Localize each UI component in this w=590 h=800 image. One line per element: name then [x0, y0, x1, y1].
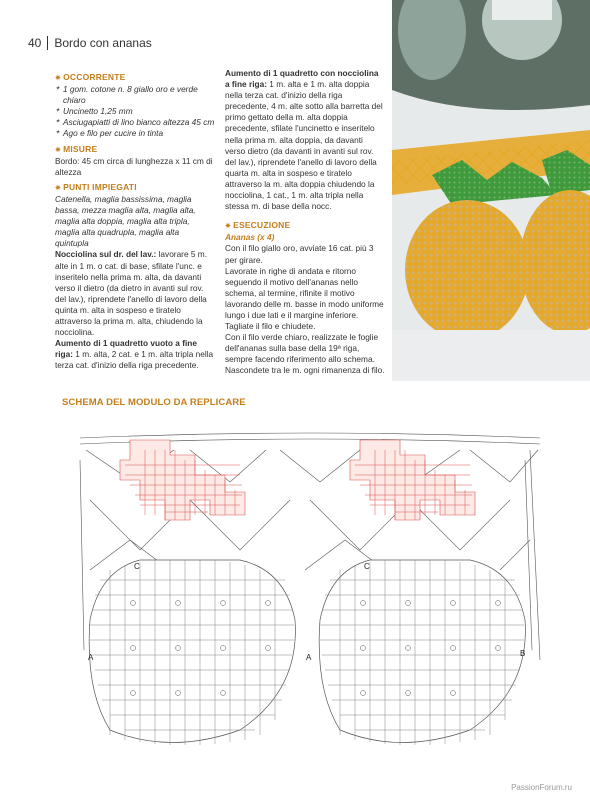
footer-watermark: PassionForum.ru [511, 783, 572, 792]
list-item: ✦ 1 gom. cotone n. 8 giallo oro e verde chiaro [55, 84, 215, 106]
label-a-left: A [88, 653, 94, 662]
page-title: Bordo con ananas [54, 36, 152, 50]
nocciolina-text: lavorare 5 m. alte in 1 m. o cat. di base, sfilate l'unc. e inseritelo nella prima m. alta, da davanti verso il dietro (da dietro in avanti sul rov. del lav.), riprendete l'anello di lavoro della quinta m. alta in sospeso e tiratelo attraverso la prima m. alta, chiudendo la nocciolina. [55, 249, 208, 338]
aumento-nocciolina-title: Aumento di 1 quadretto con nocciolina a fine riga: [225, 68, 379, 90]
label-a-right: A [306, 653, 312, 662]
product-photo [392, 0, 590, 381]
occorrente-list [55, 84, 215, 139]
label-c-right: C [364, 562, 370, 571]
list-item: ✦ Uncinetto 1,25 mm [55, 106, 215, 117]
nocciolina-title: Nocciolina sul dr. del lav.: [55, 249, 157, 260]
leaf-motif-right [350, 440, 475, 520]
crochet-schema-diagram [70, 420, 550, 760]
label-c-left: C [134, 562, 140, 571]
label-b: B [520, 649, 526, 658]
punti-heading: ✷ PUNTI IMPIEGATI [55, 181, 137, 192]
nocciolina-paragraph [55, 249, 215, 338]
punti-text: Catenella, maglia bassissima, maglia bassa, mezza maglia alta, maglia alta, maglia alta doppia, maglia alta tripla, maglia alta quadrupla, maglia alta quintupla [55, 193, 196, 249]
list-item: ✦ Ago e filo per cucire in tinta [55, 128, 215, 139]
esecuzione-subheading: Ananas (x 4) [225, 232, 275, 243]
middle-column [225, 68, 385, 377]
page-number: 40 [28, 36, 48, 50]
page-header [28, 36, 152, 50]
pineapple-border-photo [392, 0, 590, 381]
leaf-motif-left [120, 440, 245, 520]
left-column [55, 68, 215, 371]
aumento-vuoto-title: Aumento di 1 quadretto vuoto a fine riga: [55, 338, 197, 360]
schema-title: SCHEMA DEL MODULO DA REPLICARE [62, 397, 246, 408]
esecuzione-heading: ✷ ESECUZIONE [225, 220, 291, 231]
esecuzione-paragraph: Con il filo giallo oro, avviate 16 cat. più 3 per girare. [225, 243, 374, 265]
misure-text: Bordo: 45 cm circa di lunghezza x 11 cm di altezza [55, 155, 213, 177]
aumento-nocciolina-paragraph [225, 68, 385, 212]
crochet-chart-svg [70, 420, 550, 760]
aumento-nocciolina-text: 1 m. alta e 1 m. alta doppia nella terza cat. d'inizio della riga precedente, 4 m. alte sotto alla barretta del primo gettato della m. alta doppia precedente, sfilate l'uncinetto e inseritelo nella prima m. alta doppia, da davanti verso dietro (da davanti in avanti sul rov. del lav.), riprendete l'anello di lavoro della quarta m. alta in sospeso e tiratelo attraverso la m. alta doppia chiudendo la nocciolina, 1 cat., 1 m. alta tripla nella stessa m. di base della nocc. [225, 79, 383, 212]
aumento-vuoto-text: 1 m. alta, 2 cat. e 1 m. alta tripla nella terza cat. d'inizio della riga precedente. [55, 349, 214, 371]
esecuzione-paragraph: Con il filo verde chiaro, realizzate le foglie dell'ananas sulla base della 19ª riga, sempre facendo riferimento allo schema. Nascondete tra le m. ogni rimanenza di filo. [225, 332, 385, 376]
aumento-vuoto-paragraph [55, 338, 215, 371]
occorrente-heading: ✷ OCCORRENTE [55, 72, 126, 82]
misure-heading: ✷ MISURE [55, 143, 98, 154]
esecuzione-paragraph: Lavorate in righe di andata e ritorno seguendo il motivo dell'ananas nello schema, al termine, rifinite il motivo lavorando delle m. basse in modo uniforme lungo i due lati e il margine inferiore. Tagliate il filo e chiudete. [225, 265, 384, 332]
list-item: ✦ Asciugapiatti di lino bianco altezza 45 cm [55, 117, 215, 128]
